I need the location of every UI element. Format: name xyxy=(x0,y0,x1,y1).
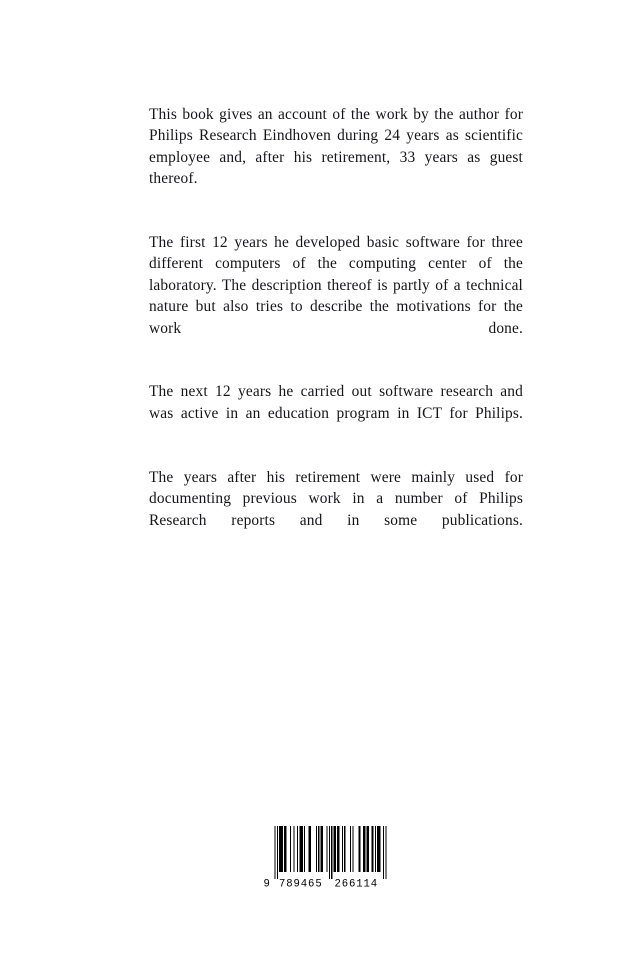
svg-text:789465: 789465 xyxy=(279,878,323,891)
barcode-svg xyxy=(262,824,392,894)
svg-text:266114: 266114 xyxy=(334,878,379,891)
blurb-paragraph-2: The first 12 years he developed basic software for three different computers of the computing center of the laboratory. The description thereof is partly of a technical nature but also tries to describe the motivations for the work done. xyxy=(149,234,523,337)
isbn-barcode xyxy=(262,824,392,894)
blurb-paragraph-4: The years after his retirement were mainly used for documenting previous work in a number of Philips Research reports and in some publications. xyxy=(149,468,523,529)
blurb-paragraph-1: This book gives an account of the work by the author for Philips Research Eindhoven during 24 years as scientific employee and, after his retirement, 33 years as guest thereof. xyxy=(149,106,523,188)
blurb-paragraph-3: The next 12 years he carried out software research and was active in an education program in ICT for Philips. xyxy=(149,383,523,422)
blurb-text-block xyxy=(149,104,523,552)
svg-text:9: 9 xyxy=(263,878,271,891)
